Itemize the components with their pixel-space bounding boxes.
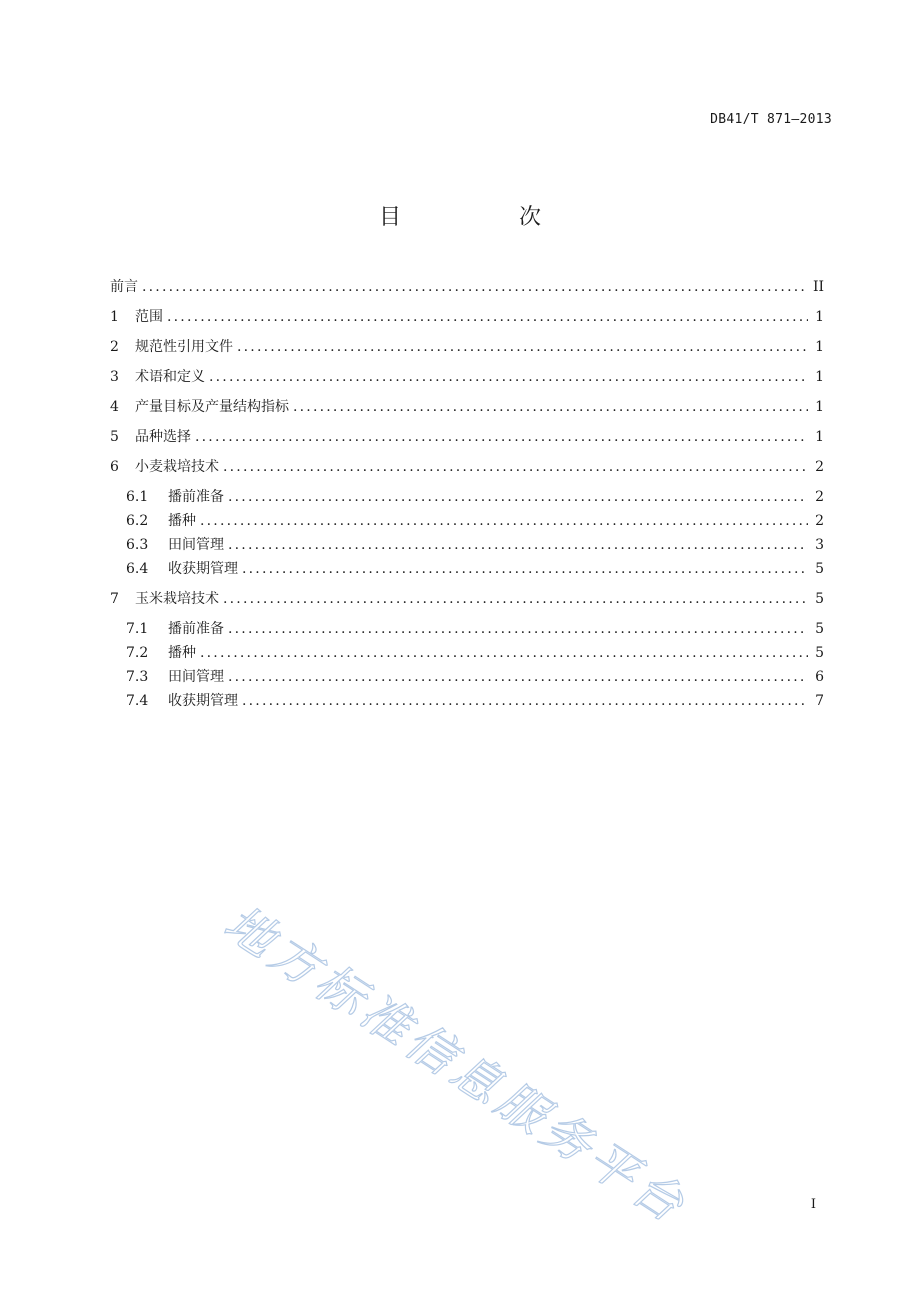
toc-entry[interactable] [110, 618, 824, 638]
toc-dot-leader [228, 489, 808, 505]
toc-entry-title: 播前准备 [168, 621, 224, 637]
toc-entry-number: 5 [110, 429, 119, 445]
toc-dot-leader [209, 369, 808, 385]
toc-entry[interactable] [110, 588, 824, 608]
toc-entry-number: 2 [110, 339, 119, 355]
page-number: I [810, 1197, 816, 1212]
toc-entry[interactable] [110, 666, 824, 686]
toc-entry[interactable] [110, 486, 824, 506]
toc-entry[interactable] [110, 426, 824, 446]
toc-entry-page: 2 [815, 489, 824, 505]
toc-entry-number: 7.2 [126, 645, 149, 661]
toc-dot-leader [228, 537, 808, 553]
toc-dot-leader [142, 279, 808, 295]
toc-entry[interactable] [110, 456, 824, 476]
page-title: 目 次 [378, 205, 589, 230]
toc-entry-title: 收获期管理 [168, 693, 238, 709]
toc-entry[interactable] [110, 396, 824, 416]
toc-entry[interactable] [110, 306, 824, 326]
toc-entry-page: 5 [815, 561, 824, 577]
toc-entry[interactable] [110, 510, 824, 530]
toc-entry-title: 术语和定义 [135, 369, 205, 385]
toc-entry-number: 6.2 [126, 513, 149, 529]
toc-dot-leader [242, 693, 808, 709]
toc-entry-page: 2 [815, 513, 824, 529]
toc-dot-leader [167, 309, 808, 325]
toc-entry-page: 6 [815, 669, 824, 685]
watermark: 地方标准信息服务平台 [214, 894, 698, 1236]
toc-entry-page: 1 [815, 339, 824, 355]
toc-entry-page: 1 [815, 309, 824, 325]
toc-entry-title: 田间管理 [168, 537, 224, 553]
toc-entry-page: 5 [815, 621, 824, 637]
toc-entry-page: 1 [815, 399, 824, 415]
toc-entry-page: 5 [815, 645, 824, 661]
toc-entry[interactable] [110, 366, 824, 386]
toc-entry[interactable] [110, 534, 824, 554]
toc-entry-title: 田间管理 [168, 669, 224, 685]
toc-dot-leader [200, 645, 808, 661]
toc-dot-leader [223, 459, 808, 475]
toc-entry-title: 前言 [110, 279, 138, 295]
toc-entry-page: 7 [815, 693, 824, 709]
toc-entry[interactable] [110, 276, 824, 296]
toc-entry-number: 6.4 [126, 561, 149, 577]
toc-entry[interactable] [110, 558, 824, 578]
toc-entry-title: 收获期管理 [168, 561, 238, 577]
toc-entry-number: 7.4 [126, 693, 149, 709]
toc-entry-number: 6 [110, 459, 119, 475]
toc-entry-title: 播前准备 [168, 489, 224, 505]
toc-entry-number: 6.1 [126, 489, 149, 505]
toc-entry-page: 1 [815, 369, 824, 385]
toc-dot-leader [242, 561, 808, 577]
toc-entry-title: 小麦栽培技术 [135, 459, 219, 475]
toc-dot-leader [200, 513, 808, 529]
toc-entry-page: 5 [815, 591, 824, 607]
toc-dot-leader [195, 429, 808, 445]
toc-dot-leader [223, 591, 808, 607]
toc-dot-leader [293, 399, 808, 415]
toc-dot-leader [237, 339, 808, 355]
toc-entry-number: 7.3 [126, 669, 149, 685]
toc-entry-title: 规范性引用文件 [135, 339, 233, 355]
toc-entry-number: 7 [110, 591, 119, 607]
toc-entry-number: 4 [110, 399, 119, 415]
toc-entry-title: 产量目标及产量结构指标 [135, 399, 289, 415]
toc-entry-number: 3 [110, 369, 119, 385]
toc-entry[interactable] [110, 336, 824, 356]
toc-dot-leader [228, 621, 808, 637]
toc-entry-title: 播种 [168, 645, 196, 661]
toc-entry-page: 2 [815, 459, 824, 475]
toc-entry[interactable] [110, 690, 824, 710]
toc-dot-leader [228, 669, 808, 685]
toc-entry-number: 1 [110, 309, 119, 325]
toc-entry-page: 3 [815, 537, 824, 553]
toc-entry-title: 品种选择 [135, 429, 191, 445]
toc-entry[interactable] [110, 642, 824, 662]
toc-entry-number: 6.3 [126, 537, 149, 553]
document-code: DB41/T 871—2013 [710, 112, 832, 127]
toc-entry-title: 玉米栽培技术 [135, 591, 219, 607]
toc-entry-title: 范围 [135, 309, 163, 325]
toc-entry-number: 7.1 [126, 621, 149, 637]
toc-entry-page: 1 [815, 429, 824, 445]
toc-entry-page: II [812, 279, 824, 295]
toc-entry-title: 播种 [168, 513, 196, 529]
